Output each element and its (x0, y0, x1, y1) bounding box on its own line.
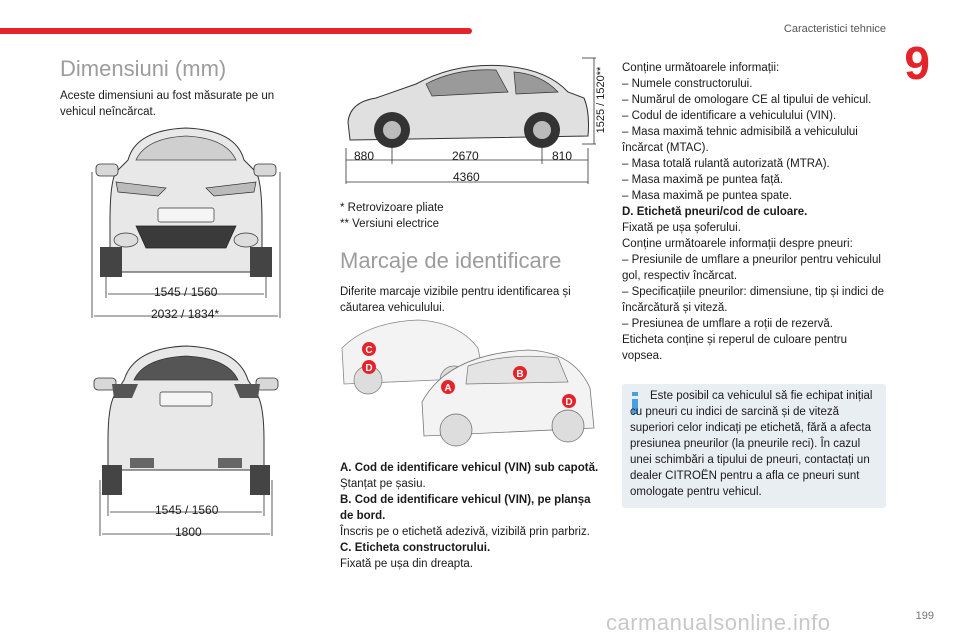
item-c-heading: C. Eticheta constructorului. (340, 542, 491, 554)
length-label: 4360 (453, 170, 480, 184)
identification-list (340, 460, 606, 572)
item-b-heading: B. Cod de identificare vehicul (VIN), pe planșa de bord. (340, 494, 591, 522)
marker-d-right-label: D (565, 397, 573, 408)
header-accent-bar (0, 28, 472, 34)
item-d-heading: D. Etichetă pneuri/cod de culoare. (622, 206, 808, 218)
marker-a-label: A (444, 383, 452, 394)
info-line: Conține următoarele informații despre pneuri: (622, 238, 853, 250)
marker-d-left-label: D (365, 363, 373, 374)
identification-diagram (338, 318, 602, 452)
front-view-diagram (86, 122, 286, 332)
marker-c-label: C (365, 345, 373, 356)
info-line: – Masa maximă pe puntea față. (622, 174, 784, 186)
info-line: – Presiunile de umflare a pneurilor pentru vehiculul gol, respectiv încărcat. (622, 254, 881, 282)
front-width-label: 2032 / 1834* (151, 307, 220, 321)
info-line: – Numărul de omologare CE al tipului de vehicul. (622, 94, 872, 106)
watermark: carmanualsonline.info (606, 610, 831, 635)
marker-b (513, 366, 527, 380)
rear-track-label: 1545 / 1560 (155, 503, 219, 517)
dimensions-intro: Aceste dimensiuni au fost măsurate pe un vehicul neîncărcat. (60, 90, 275, 118)
item-a-heading: A. Cod de identificare vehicul (VIN) sub capotă. (340, 462, 599, 474)
page-number: 199 (915, 610, 934, 622)
item-a-text: Ștanțat pe șasiu. (340, 478, 426, 490)
info-line: – Numele constructorului. (622, 78, 753, 90)
info-line: – Masa totală rulantă autorizată (MTRA). (622, 158, 830, 170)
identification-title: Marcaje de identificare (340, 248, 562, 273)
info-line: – Masa maximă tehnic admisibilă a vehiculului încărcat (MTAC). (622, 126, 858, 154)
info-line: – Masa maximă pe puntea spate. (622, 190, 793, 202)
rear-width-label: 1800 (175, 525, 202, 539)
section-title: Caracteristici tehnice (783, 23, 886, 35)
marker-b-label: B (516, 369, 524, 380)
marker-c (362, 342, 376, 356)
info-line: – Specificațiile pneurilor: dimensiune, tip și indici de încărcătură și viteză. (622, 286, 885, 314)
info-line: – Presiunea de umflare a roții de rezervă. (622, 318, 833, 330)
chapter-number: 9 (904, 37, 930, 89)
height-label: 1525 / 1520** (595, 66, 607, 134)
info-line: Fixată pe ușa șoferului. (622, 222, 741, 234)
item-b-text: Înscris pe o etichetă adezivă, vizibilă prin parbriz. (340, 526, 590, 538)
label-info-list (622, 60, 888, 364)
footnote-electric: ** Versiuni electrice (340, 218, 440, 230)
wheelbase-label: 2670 (452, 149, 479, 163)
info-line: Conține următoarele informații: (622, 62, 780, 74)
info-line: – Codul de identificare a vehiculului (VIN). (622, 110, 837, 122)
marker-d-left (362, 360, 376, 374)
rear-overhang-label: 810 (552, 149, 573, 163)
identification-intro: Diferite marcaje vizibile pentru identificarea și căutarea vehiculului. (340, 286, 571, 314)
info-line: Eticheta conține și reperul de culoare pentru vopsea. (622, 334, 848, 362)
front-overhang-label: 880 (354, 149, 375, 163)
marker-d-right (562, 394, 576, 408)
front-track-label: 1545 / 1560 (154, 285, 218, 299)
info-box (622, 384, 886, 508)
item-c-text: Fixată pe ușa din dreapta. (340, 558, 473, 570)
marker-a (441, 380, 455, 394)
info-box-text: Este posibil ca vehiculul să fie echipat inițial cu pneuri cu indici de sarcină și de viteză superiori celor indicați pe etichetă, fără a afecta presiunea pneurilor (la pneurile reci). În cazul unei schimbări a tipului de pneuri, contactați un dealer CITROËN pentru a afla ce pneuri sunt omologate pentru vehicul. (630, 390, 873, 498)
dimensions-title: Dimensiuni (mm) (60, 56, 227, 81)
footnote-mirrors: * Retrovizoare pliate (340, 202, 444, 214)
